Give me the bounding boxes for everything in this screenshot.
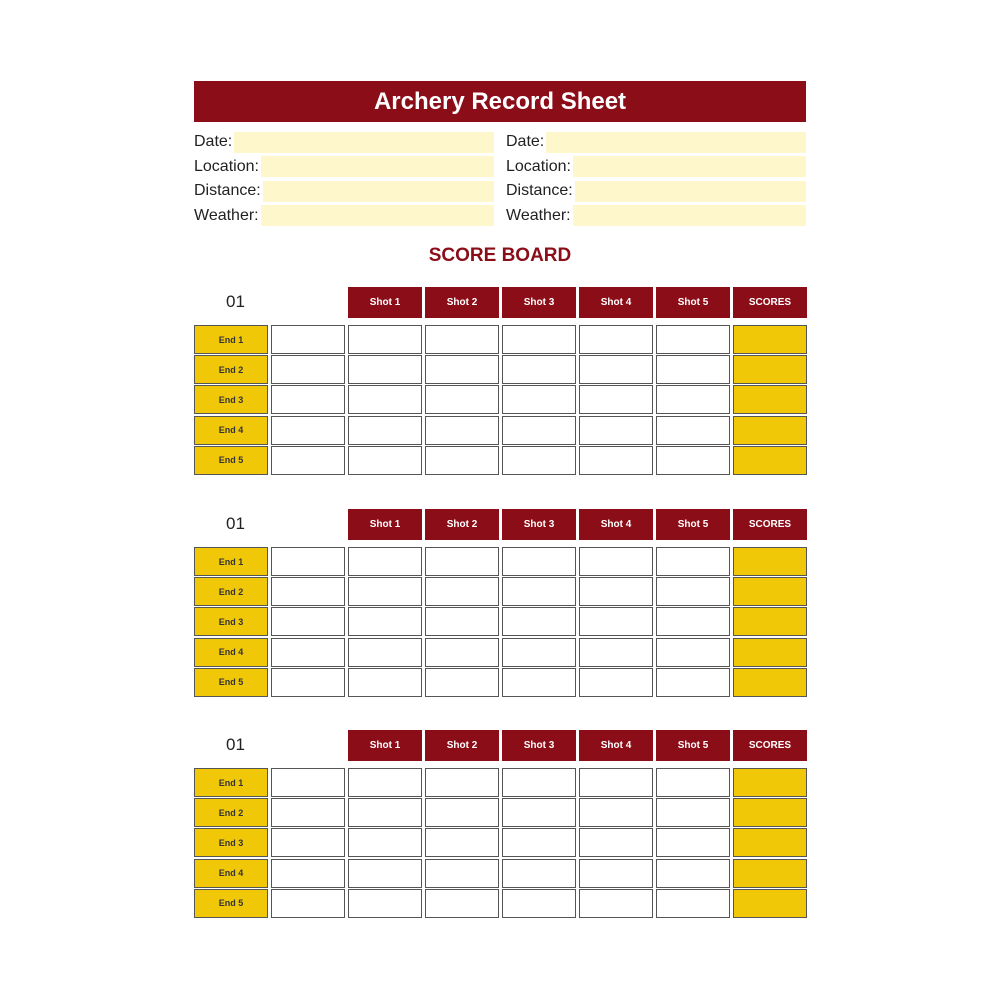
- score-total-cell[interactable]: [733, 325, 807, 354]
- info-column-left: [194, 130, 494, 228]
- shot-score-cell[interactable]: [579, 547, 653, 576]
- shot-score-cell[interactable]: [579, 325, 653, 354]
- shot-score-cell[interactable]: [425, 355, 499, 384]
- end-label: End 3: [194, 828, 268, 857]
- shot-score-cell[interactable]: [502, 768, 576, 797]
- shot-score-cell[interactable]: [425, 325, 499, 354]
- shot-score-cell[interactable]: [348, 798, 422, 827]
- info-row-date: [194, 130, 494, 155]
- shot-column-header: Shot 2: [425, 287, 499, 318]
- shot-score-cell[interactable]: [348, 577, 422, 606]
- end-label: End 2: [194, 798, 268, 827]
- shot-score-cell[interactable]: [579, 416, 653, 445]
- shot-score-cell[interactable]: [656, 638, 730, 667]
- shot-score-cell[interactable]: [502, 638, 576, 667]
- round-label: 01: [226, 514, 245, 533]
- date-label: Date:: [194, 133, 233, 151]
- score-total-cell[interactable]: [733, 828, 807, 857]
- shot-column-header: Shot 4: [579, 730, 653, 761]
- score-board: [194, 287, 806, 466]
- shot-score-cell[interactable]: [502, 668, 576, 697]
- shot-score-cell[interactable]: [425, 547, 499, 576]
- shot-score-cell[interactable]: [579, 355, 653, 384]
- shot-score-cell[interactable]: [502, 416, 576, 445]
- shot-score-cell[interactable]: [656, 446, 730, 475]
- score-total-cell[interactable]: [733, 638, 807, 667]
- date-field[interactable]: [234, 132, 494, 153]
- shot-score-cell[interactable]: [656, 416, 730, 445]
- shot-score-cell[interactable]: [502, 607, 576, 636]
- score-total-cell[interactable]: [733, 577, 807, 606]
- score-total-cell[interactable]: [733, 768, 807, 797]
- score-total-cell[interactable]: [733, 859, 807, 888]
- arrow-set-cell[interactable]: [271, 355, 345, 384]
- end-label: End 2: [194, 577, 268, 606]
- score-total-cell[interactable]: [733, 889, 807, 918]
- arrow-set-cell[interactable]: [271, 798, 345, 827]
- arrow-set-cell[interactable]: [271, 416, 345, 445]
- shot-score-cell[interactable]: [579, 859, 653, 888]
- shot-score-cell[interactable]: [656, 355, 730, 384]
- shot-score-cell[interactable]: [425, 828, 499, 857]
- shot-score-cell[interactable]: [656, 889, 730, 918]
- date-field[interactable]: [546, 132, 806, 153]
- shot-score-cell[interactable]: [425, 768, 499, 797]
- end-label: End 1: [194, 768, 268, 797]
- shot-score-cell[interactable]: [502, 325, 576, 354]
- shot-score-cell[interactable]: [425, 607, 499, 636]
- shot-score-cell[interactable]: [502, 446, 576, 475]
- shot-score-cell[interactable]: [348, 416, 422, 445]
- shot-score-cell[interactable]: [579, 577, 653, 606]
- score-board: [194, 730, 806, 909]
- weather-field[interactable]: [261, 205, 494, 226]
- shot-score-cell[interactable]: [348, 889, 422, 918]
- shot-score-cell[interactable]: [656, 828, 730, 857]
- sheet-title: Archery Record Sheet: [194, 81, 806, 122]
- info-row-location: [194, 155, 494, 180]
- shot-column-header: Shot 5: [656, 287, 730, 318]
- score-total-cell[interactable]: [733, 416, 807, 445]
- score-total-cell[interactable]: [733, 607, 807, 636]
- round-label: 01: [226, 292, 245, 311]
- shot-score-cell[interactable]: [348, 828, 422, 857]
- info-grid: [194, 130, 806, 228]
- arrow-set-cell[interactable]: [271, 889, 345, 918]
- shot-score-cell[interactable]: [579, 385, 653, 414]
- shot-column-header: Shot 2: [425, 509, 499, 540]
- scores-column-header: SCORES: [733, 287, 807, 318]
- end-label: End 5: [194, 446, 268, 475]
- end-label: End 5: [194, 889, 268, 918]
- shot-score-cell[interactable]: [656, 768, 730, 797]
- shot-score-cell[interactable]: [502, 355, 576, 384]
- shot-score-cell[interactable]: [579, 607, 653, 636]
- shot-score-cell[interactable]: [425, 638, 499, 667]
- score-total-cell[interactable]: [733, 385, 807, 414]
- shot-score-cell[interactable]: [502, 385, 576, 414]
- shot-score-cell[interactable]: [656, 385, 730, 414]
- round-label: 01: [226, 735, 245, 754]
- info-row-date: [506, 130, 806, 155]
- scores-column-header: SCORES: [733, 730, 807, 761]
- distance-label: Distance:: [506, 182, 573, 200]
- weather-label: Weather:: [194, 206, 259, 224]
- end-label: End 4: [194, 638, 268, 667]
- shot-score-cell[interactable]: [348, 547, 422, 576]
- shot-score-cell[interactable]: [656, 859, 730, 888]
- end-label: End 4: [194, 859, 268, 888]
- end-label: End 3: [194, 607, 268, 636]
- score-board: [194, 509, 806, 688]
- shot-score-cell[interactable]: [502, 859, 576, 888]
- shot-column-header: Shot 1: [348, 730, 422, 761]
- arrow-set-cell[interactable]: [271, 385, 345, 414]
- shot-score-cell[interactable]: [425, 859, 499, 888]
- shot-column-header: Shot 4: [579, 509, 653, 540]
- shot-score-cell[interactable]: [502, 577, 576, 606]
- weather-label: Weather:: [506, 206, 571, 224]
- shot-score-cell[interactable]: [656, 547, 730, 576]
- end-label: End 4: [194, 416, 268, 445]
- arrow-set-cell[interactable]: [271, 577, 345, 606]
- distance-field[interactable]: [263, 181, 494, 202]
- shot-score-cell[interactable]: [348, 607, 422, 636]
- shot-column-header: Shot 1: [348, 509, 422, 540]
- score-board-header: [194, 509, 806, 540]
- end-label: End 1: [194, 547, 268, 576]
- shot-score-cell[interactable]: [656, 668, 730, 697]
- score-total-cell[interactable]: [733, 798, 807, 827]
- score-board-title: SCORE BOARD: [428, 245, 572, 266]
- location-label: Location:: [194, 157, 259, 175]
- shot-score-cell[interactable]: [502, 798, 576, 827]
- score-board-header: [194, 730, 806, 761]
- shot-score-cell[interactable]: [348, 668, 422, 697]
- shot-score-cell[interactable]: [656, 607, 730, 636]
- shot-score-cell[interactable]: [425, 889, 499, 918]
- shot-column-header: Shot 3: [502, 730, 576, 761]
- record-sheet: [194, 81, 806, 909]
- info-row-weather: [506, 204, 806, 229]
- scores-column-header: SCORES: [733, 509, 807, 540]
- shot-score-cell[interactable]: [656, 798, 730, 827]
- location-label: Location:: [506, 157, 571, 175]
- score-total-cell[interactable]: [733, 355, 807, 384]
- shot-score-cell[interactable]: [348, 768, 422, 797]
- shot-score-cell[interactable]: [579, 798, 653, 827]
- shot-score-cell[interactable]: [502, 889, 576, 918]
- distance-label: Distance:: [194, 182, 261, 200]
- date-label: Date:: [506, 133, 545, 151]
- shot-score-cell[interactable]: [502, 828, 576, 857]
- shot-score-cell[interactable]: [502, 547, 576, 576]
- info-row-distance: [506, 179, 806, 204]
- distance-field[interactable]: [575, 181, 806, 202]
- shot-score-cell[interactable]: [579, 768, 653, 797]
- shot-score-cell[interactable]: [425, 668, 499, 697]
- end-label: End 2: [194, 355, 268, 384]
- info-row-distance: [194, 179, 494, 204]
- shot-score-cell[interactable]: [579, 889, 653, 918]
- end-label: End 3: [194, 385, 268, 414]
- info-row-weather: [194, 204, 494, 229]
- weather-field[interactable]: [573, 205, 806, 226]
- shot-score-cell[interactable]: [425, 798, 499, 827]
- shot-score-cell[interactable]: [348, 446, 422, 475]
- shot-score-cell[interactable]: [425, 416, 499, 445]
- arrow-set-cell[interactable]: [271, 446, 345, 475]
- arrow-set-cell[interactable]: [271, 547, 345, 576]
- shot-score-cell[interactable]: [348, 325, 422, 354]
- shot-score-cell[interactable]: [579, 638, 653, 667]
- info-row-location: [506, 155, 806, 180]
- arrow-set-cell[interactable]: [271, 859, 345, 888]
- end-label: End 5: [194, 668, 268, 697]
- shot-column-header: Shot 4: [579, 287, 653, 318]
- shot-score-cell[interactable]: [425, 385, 499, 414]
- shot-score-cell[interactable]: [348, 638, 422, 667]
- shot-score-cell[interactable]: [656, 577, 730, 606]
- shot-column-header: Shot 3: [502, 509, 576, 540]
- arrow-set-cell[interactable]: [271, 668, 345, 697]
- score-board-header: [194, 287, 806, 318]
- location-field[interactable]: [573, 156, 806, 177]
- score-total-cell[interactable]: [733, 547, 807, 576]
- shot-score-cell[interactable]: [425, 577, 499, 606]
- shot-score-cell[interactable]: [348, 385, 422, 414]
- location-field[interactable]: [261, 156, 494, 177]
- shot-column-header: Shot 2: [425, 730, 499, 761]
- shot-score-cell[interactable]: [656, 325, 730, 354]
- shot-column-header: Shot 5: [656, 730, 730, 761]
- arrow-set-cell[interactable]: [271, 768, 345, 797]
- score-total-cell[interactable]: [733, 446, 807, 475]
- shot-score-cell[interactable]: [579, 668, 653, 697]
- shot-score-cell[interactable]: [348, 859, 422, 888]
- arrow-set-cell[interactable]: [271, 607, 345, 636]
- end-label: End 1: [194, 325, 268, 354]
- shot-score-cell[interactable]: [579, 828, 653, 857]
- shot-score-cell[interactable]: [348, 355, 422, 384]
- arrow-set-cell[interactable]: [271, 325, 345, 354]
- shot-column-header: Shot 3: [502, 287, 576, 318]
- shot-score-cell[interactable]: [579, 446, 653, 475]
- score-total-cell[interactable]: [733, 668, 807, 697]
- shot-column-header: Shot 1: [348, 287, 422, 318]
- shot-score-cell[interactable]: [425, 446, 499, 475]
- shot-column-header: Shot 5: [656, 509, 730, 540]
- info-column-right: [506, 130, 806, 228]
- arrow-set-cell[interactable]: [271, 638, 345, 667]
- arrow-set-cell[interactable]: [271, 828, 345, 857]
